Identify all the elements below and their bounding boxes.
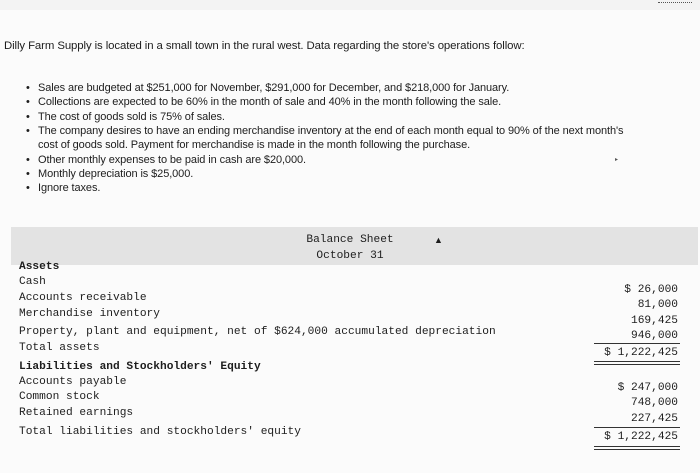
value-total-liabilities: $ 1,222,425 [604, 431, 678, 443]
value-total-assets: $ 1,222,425 [604, 347, 678, 359]
value-common-stock: 748,000 [631, 397, 678, 409]
value-accounts-payable: $ 247,000 [617, 382, 678, 394]
assets-heading: Assets [19, 261, 60, 273]
list-item [26, 168, 646, 182]
subtotal-rule [594, 343, 680, 344]
bullet-icon: • [26, 96, 30, 109]
small-arrow-icon: ▸ [615, 157, 619, 163]
list-item-text: Ignore taxes. [38, 182, 101, 195]
balance-sheet-date: October 31 [316, 250, 384, 262]
bullet-icon: • [26, 125, 30, 138]
row-label-retained-earnings: Retained earnings [19, 407, 134, 419]
double-rule [594, 361, 680, 365]
bullet-icon: • [26, 153, 30, 166]
row-label-accounts-receivable: Accounts receivable [19, 292, 147, 304]
list-item-text: Other monthly expenses to be paid in cash are $20,000. [38, 153, 306, 166]
list-item [26, 125, 646, 153]
list-item-text: Sales are budgeted at $251,000 for November, $291,000 for December, and $218,000 for January. [38, 82, 510, 94]
assumptions-list [26, 82, 646, 197]
double-rule [594, 446, 680, 450]
list-item [26, 96, 646, 110]
bullet-icon: • [26, 82, 30, 94]
cursor-icon: ▲ [434, 235, 443, 245]
list-item-text: The company desires to have an ending merchandise inventory at the end of each month equal to 90% of the next month's cost of goods sold. Payment for merchandise is made in the month following the purchase. [38, 125, 624, 152]
value-cash: $ 26,000 [624, 284, 678, 296]
list-item-text: Monthly depreciation is $25,000. [38, 167, 194, 180]
list-item [26, 154, 646, 168]
bullet-icon: • [26, 110, 30, 123]
list-item [26, 82, 646, 96]
value-merchandise-inventory: 169,425 [631, 315, 678, 327]
bullet-icon: • [26, 167, 30, 180]
row-label-common-stock: Common stock [19, 391, 100, 403]
row-label-cash: Cash [19, 276, 46, 288]
top-strip [0, 0, 700, 10]
value-accounts-receivable: 81,000 [637, 299, 678, 311]
toolbar-mark [658, 2, 692, 5]
subtotal-rule [594, 427, 680, 428]
balance-sheet-title: Balance Sheet [306, 234, 394, 246]
value-retained-earnings: 227,425 [631, 413, 678, 425]
value-ppe: 946,000 [631, 330, 678, 342]
row-label-total-assets: Total assets [19, 342, 100, 354]
row-label-accounts-payable: Accounts payable [19, 376, 127, 388]
row-label-ppe: Property, plant and equipment, net of $624,000 accumulated depreciation [19, 326, 496, 338]
intro-text: Dilly Farm Supply is located in a small town in the rural west. Data regarding the store's operations follow: [4, 40, 525, 52]
list-item-text: The cost of goods sold is 75% of sales. [38, 110, 225, 123]
row-label-total-liabilities: Total liabilities and stockholders' equity [19, 426, 301, 438]
list-item [26, 111, 646, 125]
bullet-icon: • [26, 182, 30, 195]
liabilities-heading: Liabilities and Stockholders' Equity [19, 361, 261, 373]
list-item [26, 182, 646, 196]
list-item-text: Collections are expected to be 60% in the month of sale and 40% in the month following the sale. [38, 96, 502, 109]
row-label-merchandise-inventory: Merchandise inventory [19, 308, 160, 320]
